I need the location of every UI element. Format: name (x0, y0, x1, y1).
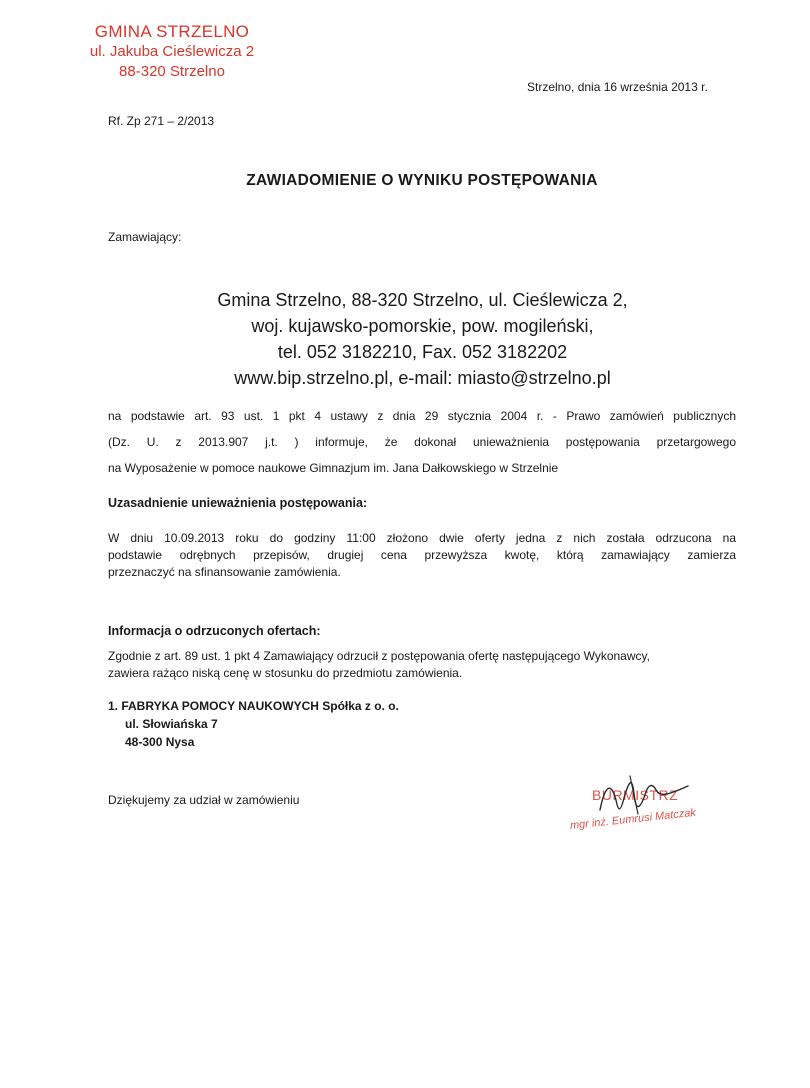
address-line-3: tel. 052 3182210, Fax. 052 3182202 (277, 342, 568, 362)
rejected-line-1: Zgodnie z art. 89 ust. 1 pkt 4 Zamawiający odrzucił z postępowania ofertę następującego Wykonawcy, (108, 649, 650, 663)
intro-paragraph (108, 403, 736, 481)
contractor-line-2: ul. Słowiańska 7 (125, 717, 218, 731)
rejected-offers-paragraph (108, 648, 736, 682)
handwritten-signature-icon (560, 770, 740, 850)
reference-number: Rf. Zp 271 – 2/2013 (108, 114, 215, 128)
justification-line-2: podstawie odrębnych przepisów, drugiej cena przewyższa kwotę, którą zamawiający zamierza (108, 548, 736, 562)
address-line-4: www.bip.strzelno.pl, e-mail: miasto@strzelno.pl (234, 368, 611, 388)
mayor-title: BURMISTRZ (592, 787, 679, 803)
justification-line-3: przeznaczyć na sfinansowanie zamówienia. (108, 565, 341, 579)
intro-line-3: na Wyposażenie w pomoce naukowe Gimnazjum im. Jana Dałkowskiego w Strzelnie (108, 461, 559, 475)
thanks-note: Dziękujemy za udział w zamówieniu (108, 793, 300, 807)
stamp-line-1: GMINA STRZELNO (94, 22, 250, 41)
rejected-line-2: zawiera rażąco niską cenę w stosunku do przedmiotu zamówienia. (108, 666, 463, 680)
stamp-line-2: ul. Jakuba Cieślewicza 2 (89, 43, 255, 60)
address-line-1: Gmina Strzelno, 88-320 Strzelno, ul. Cieślewicza 2, (217, 290, 628, 310)
stamp-line-3: 88-320 Strzelno (119, 63, 225, 80)
contractor-line-1: 1. FABRYKA POMOCY NAUKOWYCH Spółka z o. o. (108, 699, 399, 713)
document-title (0, 172, 810, 190)
justification-line-1: W dniu 10.09.2013 roku do godziny 11:00 złożono dwie oferty jedna z nich została odrzucona na (108, 531, 736, 545)
place-and-date: Strzelno, dnia 16 września 2013 r. (527, 80, 708, 94)
contractor-line-3: 48-300 Nysa (125, 735, 195, 749)
address-block (182, 287, 627, 391)
mayor-name: mgr inż. Eumrusi Matczak (569, 806, 697, 832)
intro-line-1: na podstawie art. 93 ust. 1 pkt 4 ustawy z dnia 29 stycznia 2004 r. - Prawo zamówień publicznych (108, 409, 736, 423)
signature-stamp (560, 770, 740, 850)
justification-paragraph (108, 530, 736, 581)
orderer-address (0, 287, 810, 391)
intro-line-2: (Dz. U. z 2013.907 j.t. ) informuje, że dokonał unieważnienia postępowania przetargowego (108, 435, 736, 449)
orderer-label: Zamawiający: (108, 230, 182, 244)
justification-heading: Uzasadnienie unieważnienia postępowania: (108, 496, 368, 510)
title-text: ZAWIADOMIENIE O WYNIKU POSTĘPOWANIA (246, 172, 598, 189)
municipality-stamp (72, 22, 272, 82)
address-line-2: woj. kujawsko-pomorskie, pow. mogileński, (251, 316, 594, 336)
rejected-contractor (108, 697, 399, 751)
rejected-offers-heading: Informacja o odrzuconych ofertach: (108, 624, 321, 638)
